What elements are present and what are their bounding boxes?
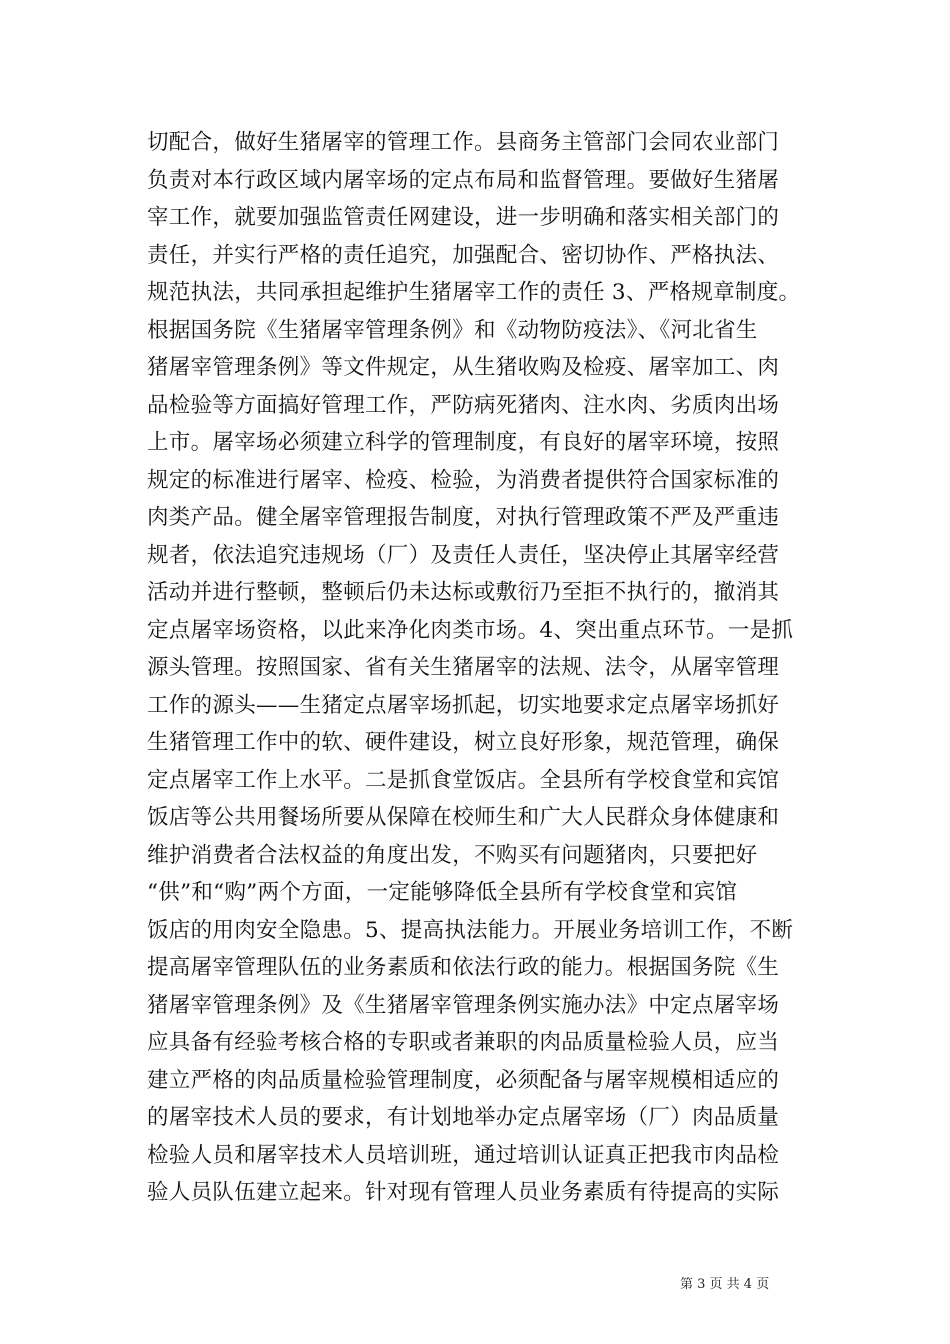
text-line: 定点屠宰场资格，以此来净化肉类市场。4、突出重点环节。一是抓 — [147, 617, 794, 643]
text-line: 应具备有经验考核合格的专职或者兼职的肉品质量检验人员，应当 — [147, 1030, 780, 1055]
text-line: 饭店等公共用餐场所要从保障在校师生和广大人民群众身体健康和 — [147, 805, 780, 830]
text-line: 品检验等方面搞好管理工作，严防病死猪肉、注水肉、劣质肉出场 — [147, 392, 780, 418]
body-text — [147, 124, 807, 1212]
text-line: 规者，依法追究违规场（厂）及责任人责任，坚决停止其屠宰经营 — [147, 542, 780, 568]
text-line: 提高屠宰管理队伍的业务素质和依法行政的能力。根据国务院《生 — [147, 955, 780, 980]
text-line: “供”和“购”两个方面，一定能够降低全县所有学校食堂和宾馆 — [147, 880, 738, 905]
text-line: 的屠宰技术人员的要求，有计划地举办定点屠宰场（厂）肉品质量 — [147, 1105, 780, 1130]
text-line: 负责对本行政区域内屠宰场的定点布局和监督管理。要做好生猪屠 — [147, 167, 780, 193]
text-line: 宰工作，就要加强监管责任网建设，进一步明确和落实相关部门的 — [147, 205, 780, 230]
text-line: 检验人员和屠宰技术人员培训班，通过培训认证真正把我市肉品检 — [147, 1142, 780, 1168]
page-number: 第 3 页 共 4 页 — [680, 1277, 770, 1292]
text-line: 切配合，做好生猪屠宰的管理工作。县商务主管部门会同农业部门 — [147, 130, 780, 155]
text-line: 工作的源头——生猪定点屠宰场抓起，切实地要求定点屠宰场抓好 — [147, 692, 780, 718]
text-line: 规定的标准进行屠宰、检疫、检验，为消费者提供符合国家标准的 — [147, 467, 780, 493]
text-line: 活动并进行整顿，整顿后仍未达标或敷衍乃至拒不执行的，撤消其 — [147, 580, 780, 605]
text-line: 猪屠宰管理条例》等文件规定，从生猪收购及检疫、屠宰加工、肉 — [147, 355, 780, 380]
text-line: 源头管理。按照国家、省有关生猪屠宰的法规、法令，从屠宰管理 — [147, 655, 780, 680]
text-line: 责任，并实行严格的责任追究，加强配合、密切协作、严格执法、 — [147, 242, 780, 268]
text-line: 肉类产品。健全屠宰管理报告制度，对执行管理政策不严及严重违 — [147, 505, 780, 530]
text-line: 建立严格的肉品质量检验管理制度，必须配备与屠宰规模相适应的 — [147, 1067, 780, 1093]
text-line: 维护消费者合法权益的角度出发，不购买有问题猪肉，只要把好 — [147, 842, 758, 868]
text-line: 猪屠宰管理条例》及《生猪屠宰管理条例实施办法》中定点屠宰场 — [147, 992, 780, 1018]
text-line: 上市。屠宰场必须建立科学的管理制度，有良好的屠宰环境，按照 — [147, 430, 780, 455]
text-line: 根据国务院《生猪屠宰管理条例》和《动物防疫法》、《河北省生 — [147, 317, 758, 343]
text-line: 规范执法，共同承担起维护生猪屠宰工作的责任 3、严格规章制度。 — [147, 280, 801, 305]
text-line: 验人员队伍建立起来。针对现有管理人员业务素质有待提高的实际 — [147, 1180, 780, 1205]
text-line: 饭店的用肉安全隐患。5、提高执法能力。开展业务培训工作，不断 — [147, 917, 794, 943]
text-line: 生猪管理工作中的软、硬件建设，树立良好形象，规范管理，确保 — [147, 730, 780, 755]
text-line: 定点屠宰工作上水平。二是抓食堂饭店。全县所有学校食堂和宾馆 — [147, 767, 780, 793]
